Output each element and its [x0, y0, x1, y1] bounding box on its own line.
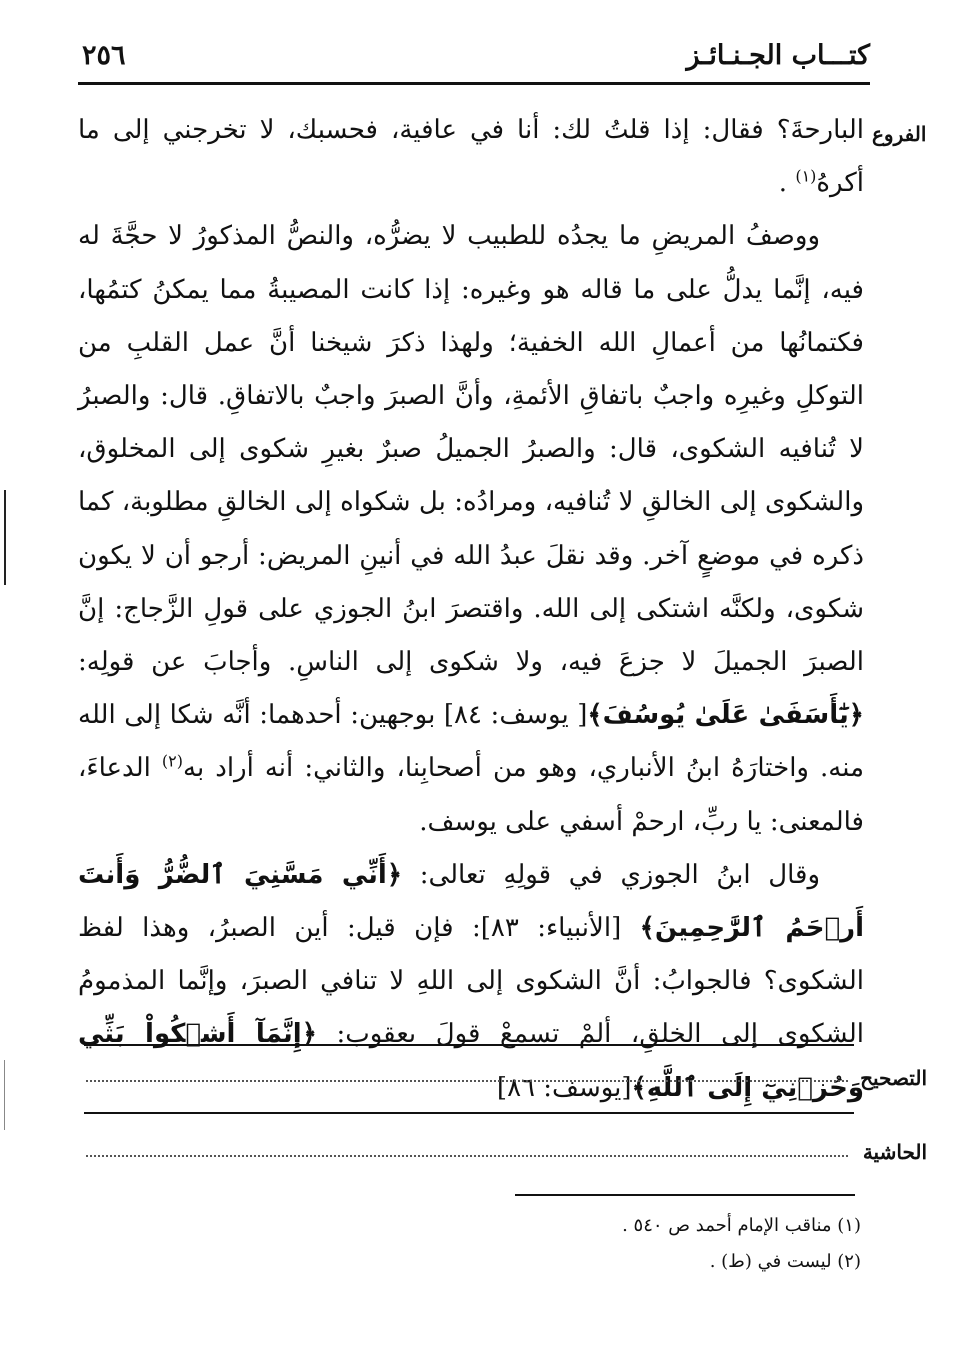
paragraph-text: الدعاءَ، فالمعنى: يا ربِّ، ارحمْ أسفي على يوسف.: [78, 753, 864, 837]
section-rule: [84, 1112, 854, 1114]
paragraph: [78, 210, 864, 848]
paragraph-text: البارحةَ؟ فقال: إذا قلتُ لك: أنا في عافية، فحسبك، لا تخرجني إلى ما أكرهُ: [78, 115, 864, 199]
paragraph-text: [يوسف: ٨٦]: [496, 1072, 632, 1103]
paragraph-text: وقال ابنُ الجوزي في قولِهِ تعالى:: [419, 859, 821, 890]
footnote: (١) مناقب الإمام أحمد ص ٥٤٠ .: [622, 1215, 861, 1236]
paragraph-text: [ يوسف: ٨٤] بوجهين: أحدهما: أنَّه شكا إلى الله منه. واختارَهُ ابنُ الأنباري، وهو من أصحابِنا، والثاني: أنه أراد به: [78, 700, 865, 784]
paragraph: [78, 849, 864, 1115]
paragraph-text: ووصفُ المريضِ ما يجدُه للطبيب لا يضرُّه، والنصُّ المذكورُ لا حجَّةَ له فيه، إنَّما يدلُّ على ما قاله هو وغيره: إذا كانت المصيبةُ مما يمكنُ كتمُها، فكتمانُها من أعمالِ الله الخفية؛ ولهذا ذكرَ شيخنا أنَّ عمل القلبِ من التوكلِ وغيرِه واجبٌ باتفاقِ الأئمةِ، وأنَّ الصبرَ واجبٌ بالاتفاقِ. قال: والصبرُ لا تُنافيه الشكوى، قال: والصبرُ الجميلُ صبرٌ بغيرِ شكوى إلى المخلوق، والشكوى إلى الخالقِ لا تُنافيه، ومرادُه: بل شكواه إلى الخالقِ مطلوبة، كما ذكره في موضعٍ آخر. وقد نقلَ عبدُ الله في أنينِ المريض: أرجو أن لا يكون شكوى، ولكنَّه اشتكى إلى الله. واقتصرَ ابنُ الجوزي على قولِ الزَّجاج: إنَّ الصبرَ الجميلَ لا جزعَ فيه، ولا شكوى إلى الناسِ. وأجابَ عن قولِه:: [78, 221, 864, 678]
scan-edge-mark: [4, 490, 6, 585]
paragraph-text: [الأنبياء: ٨٣]: فإن قيل: أين الصبرُ، وهذا لفظ الشكوى؟ فالجوابُ: أنَّ الشكوى إلى اللهِ لا تنافي الصبرَ، وإنَّما المذمومُ الشكوى إلى الخلقِ، ألمْ تسمعْ قولَ يعقوب:: [78, 913, 864, 1050]
running-title: كتـــاب الجـنـائـز: [686, 40, 870, 71]
quran-verse: ﴿أَنِّي مَسَّنِيَ ٱلضُّرُّ وَأَنتَ أَرۡحَمُ ٱلرَّٰحِمِينَ﴾: [78, 859, 865, 944]
paragraph: [78, 104, 864, 210]
page-number: ٢٥٦: [82, 40, 126, 71]
correction-label: التصحيح: [860, 1066, 927, 1090]
margin-label: الحاشية: [862, 1140, 927, 1164]
quran-verse: ﴿يَٰٓأَسَفَىٰ عَلَىٰ يُوسُفَ﴾: [587, 700, 864, 731]
page-header: [78, 38, 870, 78]
main-text: [78, 104, 864, 1115]
paragraph-text: .: [778, 168, 788, 199]
scan-edge-mark: [4, 1060, 5, 1130]
header-rule: [78, 82, 870, 85]
footnote-rule: [515, 1194, 855, 1196]
margin-field[interactable]: [86, 1155, 848, 1157]
section-rule: [84, 1044, 854, 1046]
footnotes: [421, 1208, 861, 1280]
footnote: (٢) ليست في (ط) .: [709, 1251, 861, 1272]
footnote-ref[interactable]: (١): [795, 166, 817, 186]
footnote-ref[interactable]: (٢): [161, 751, 184, 771]
quran-verse: ﴿إِنَّمَآ أَشۡكُواْ بَثِّي وَحُزۡنِيٓ إِلَى ٱللَّهِ﴾: [78, 1019, 864, 1103]
margin-note: الفروع: [872, 122, 927, 146]
correction-field[interactable]: [86, 1080, 848, 1082]
